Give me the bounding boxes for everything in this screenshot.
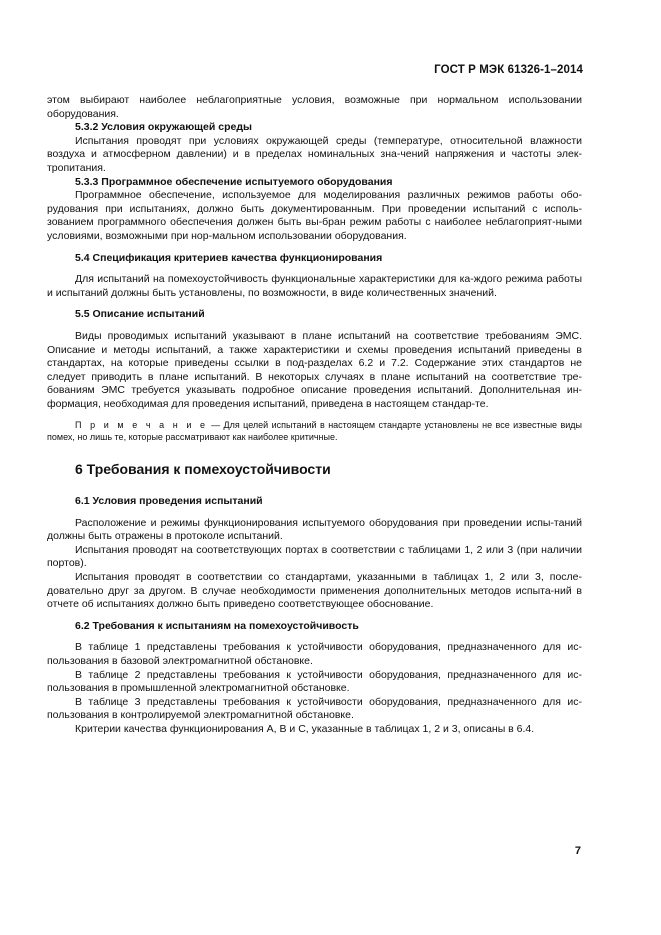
section-heading-5-4: 5.4 Спецификация критериев качества функционирования: [75, 251, 383, 264]
paragraph: Испытания проводят на соответствующих портах в соответствии с таблицами 1, 2 или 3 (при наличии портов).: [47, 543, 582, 570]
section-heading-6-2: 6.2 Требования к испытаниям на помехоустойчивость: [75, 619, 359, 632]
paragraph: Испытания проводят в соответствии со стандартами, указанными в таблицах 1, 2 или 3, после-довательно друг за другом. В случае необходимости применения дополнительных методов испыта-ний в отчете об испытаниях должно быть приведено соответствующее обоснование.: [47, 571, 582, 611]
note-text: — Для целей испытаний в настоящем стандарте установлены не все известные виды помех, но лишь те, которые рассматривают как наиболее критичные.: [47, 420, 582, 443]
paragraph: В таблице 2 представлены требования к устойчивости оборудования, предназначенного для ис-пользования в промышленной электромагнитной обстановке.: [47, 668, 582, 695]
paragraph: В таблице 3 представлены требования к устойчивости оборудования, предназначенного для ис-пользования в контролируемой электромагнитной обстановке.: [47, 695, 582, 722]
section-heading-5-3-2: 5.3.2 Условия окружающей среды: [75, 121, 252, 134]
paragraph: Виды проводимых испытаний указывают в плане испытаний на соответствие требованиям ЭМС. Описание и методы испытаний, а также характеристики и схемы проведения испытаний приведены в стандартах, на которые приведены ссылки в под-разделах 6.2 и 7.2. Содержание этих стандартов не следует приводить в плане испытаний. В некоторых случаях в плане испытаний на соответствие тре-бованиям ЭМС требуется указывать подробное описание проведения испытаний. Дополнительная ин-формация, необходимая для проведения испытаний, приведена в настоящем стандар-те.: [47, 329, 582, 410]
note-label: П р и м е ч а н и е: [75, 420, 208, 431]
document-body: [47, 94, 582, 737]
paragraph: Для испытаний на помехоустойчивость функциональные характеристики для ка-ждого режима работы и испытаний должны быть установлены, по возможности, в виде количественных значений.: [47, 273, 582, 299]
paragraph: Критерии качества функционирования А, В и С, указанные в таблицах 1, 2 и 3, описаны в 6.4.: [75, 722, 535, 735]
section-heading-6: 6 Требования к помехоустойчивости: [75, 461, 331, 478]
document-standard-id: ГОСТ Р МЭК 61326-1–2014: [434, 64, 583, 76]
paragraph: Программное обеспечение, используемое для моделирования различных режимов работы обо-рудования при испытаниях, должно быть документированным. При проведении испытаний с исполь-зованием программного обеспечения должен быть вы-бран режим работы с наиболее неблагоприят-ными условиями, возможными при нор-мальном использовании оборудования.: [47, 189, 582, 242]
page-number: 7: [574, 845, 581, 857]
paragraph: этом выбирают наиболее неблагоприятные условия, возможные при нормальном использовании оборудования.: [47, 94, 582, 120]
paragraph: Расположение и режимы функционирования испытуемого оборудования при проведении испы-таний должны быть отражены в протоколе испытаний.: [47, 516, 582, 543]
paragraph: В таблице 1 представлены требования к устойчивости оборудования, предназначенного для ис-пользования в базовой электромагнитной обстановке.: [47, 641, 582, 667]
section-heading-5-3-3: 5.3.3 Программное обеспечение испытуемого оборудования: [75, 175, 393, 188]
paragraph: Испытания проводят при условиях окружающей среды (температуре, относительной влажности воздуха и атмосферном давлении) и в пределах номинальных зна-чений напряжения и частоты элек-тропитания.: [47, 134, 582, 174]
section-heading-5-5: 5.5 Описание испытаний: [75, 308, 205, 321]
note: [47, 419, 582, 443]
section-heading-6-1: 6.1 Условия проведения испытаний: [75, 495, 263, 508]
